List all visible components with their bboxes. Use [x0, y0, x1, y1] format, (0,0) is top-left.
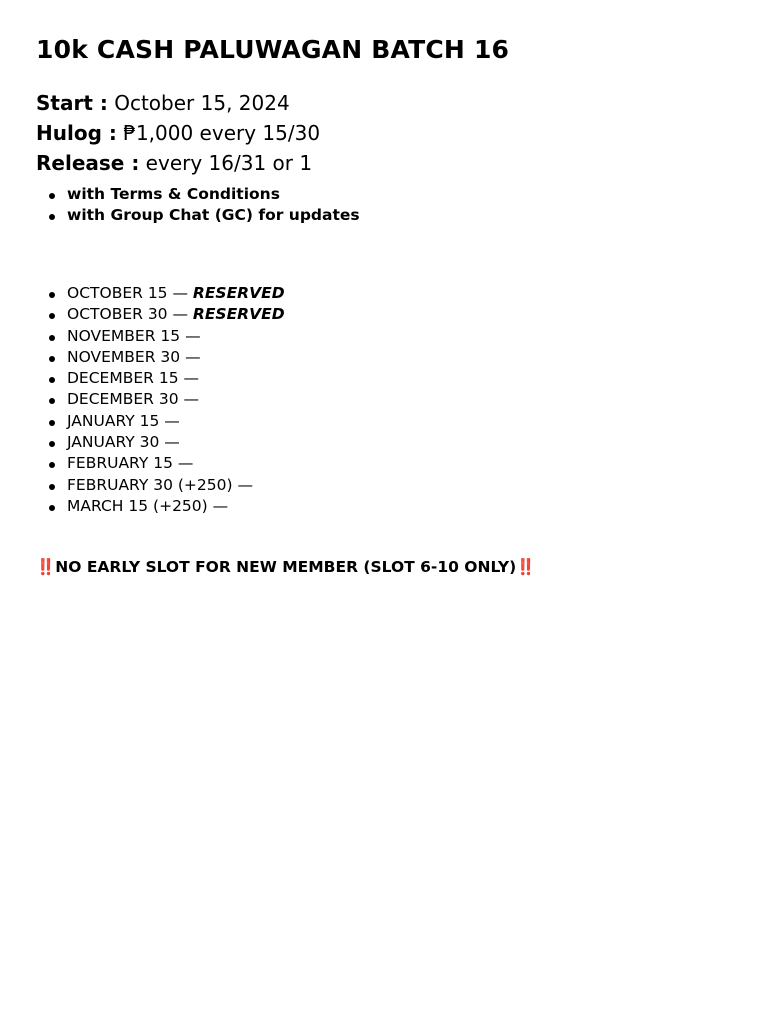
schedule-item: [36, 432, 768, 453]
schedule-date: NOVEMBER 15 —: [67, 326, 201, 345]
schedule-item: [36, 411, 768, 432]
schedule-status: RESERVED: [192, 305, 285, 324]
page-title: 10k CASH PALUWAGAN BATCH 16: [36, 35, 510, 64]
schedule-item: [36, 389, 768, 410]
info-release: [36, 148, 768, 178]
feature-group-chat: with Group Chat (GC) for updates: [36, 205, 768, 226]
schedule-date: OCTOBER 15 —: [67, 284, 193, 302]
features-list: [36, 184, 768, 226]
info-hulog-value: ₱1,000 every 15/30: [123, 121, 321, 145]
feature-terms: with Terms & Conditions: [36, 184, 768, 205]
info-hulog-label: Hulog :: [36, 121, 117, 145]
info-start-value: October 15, 2024: [114, 91, 290, 115]
schedule-date: MARCH 15 (+250) —: [67, 496, 229, 515]
schedule-date: NOVEMBER 30 —: [67, 347, 201, 366]
info-release-value: every 16/31 or 1: [145, 151, 313, 175]
schedule-item: [36, 475, 768, 496]
info-section: [36, 88, 768, 178]
schedule-item: [36, 496, 768, 517]
info-release-label: Release :: [36, 151, 140, 175]
schedule-date: DECEMBER 15 —: [67, 369, 199, 388]
schedule-date: OCTOBER 30 —: [67, 305, 193, 324]
schedule-item: [36, 453, 768, 474]
schedule-item: [36, 347, 768, 368]
info-start-label: Start :: [36, 91, 108, 115]
schedule-date: FEBRUARY 15 —: [67, 454, 194, 473]
schedule-item: [36, 368, 768, 389]
early-slot-notice: ‼️NO EARLY SLOT FOR NEW MEMBER (SLOT 6-10 ONLY)‼️: [36, 558, 536, 577]
schedule-item: [36, 326, 768, 347]
schedule-date: JANUARY 30 —: [67, 433, 180, 452]
schedule-date: JANUARY 15 —: [67, 411, 180, 430]
schedule-item: [36, 304, 768, 325]
schedule-date: FEBRUARY 30 (+250) —: [67, 475, 253, 494]
schedule-item: [36, 283, 768, 304]
info-start: [36, 88, 768, 118]
info-hulog: [36, 118, 768, 148]
schedule-status: RESERVED: [192, 284, 285, 302]
schedule-list: [36, 283, 768, 517]
schedule-date: DECEMBER 30 —: [67, 390, 199, 409]
